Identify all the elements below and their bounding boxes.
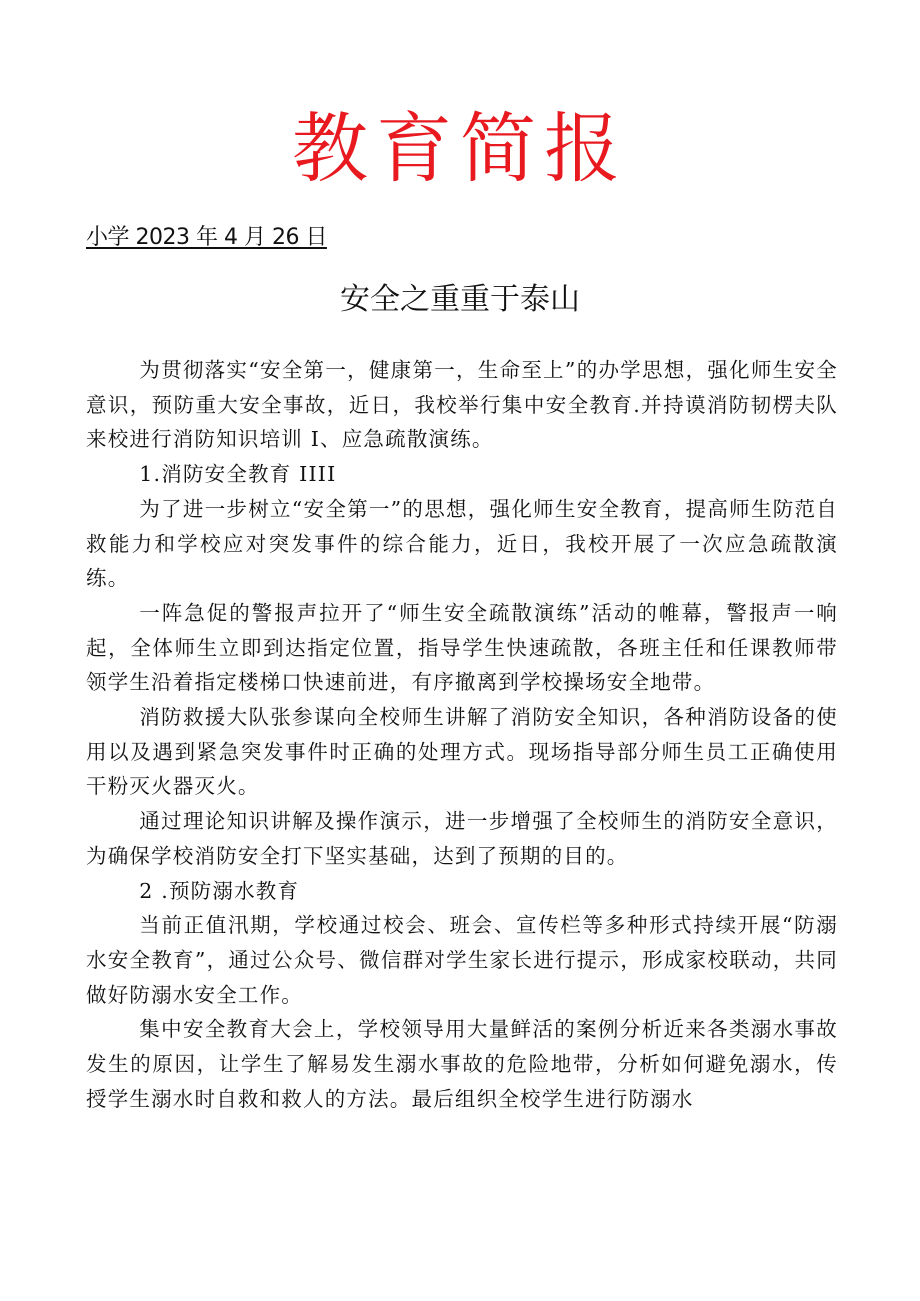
masthead-title: 教育简报 [292, 104, 628, 193]
paragraph: 通过理论知识讲解及操作演示，进一步增强了全校师生的消防安全意识，为确保学校消防安全打下坚实基础，达到了预期的目的。 [86, 809, 838, 868]
article-title: 安全之重重于泰山 [340, 282, 580, 317]
paragraph: 集中安全教育大会上，学校领导用大量鲜活的案例分析近来各类溺水事故发生的原因，让学生了解易发生溺水事故的危险地带，分析如何避免溺水，传授学生溺水时自救和救人的方法。最后组织全校学生进行防溺水 [86, 1017, 838, 1111]
section-heading: 1.消防安全教育 IIII [139, 462, 337, 487]
section-heading: 2 .预防溺水教育 [139, 878, 300, 903]
paragraph: 为了进一步树立“安全第一”的思想，强化师生安全教育，提高师生防范自救能力和学校应对突发事件的综合能力，近日，我校开展了一次应急疏散演练。 [86, 496, 838, 591]
article-body [86, 353, 838, 1116]
paragraph: 消防救援大队张参谋向全校师生讲解了消防安全知识，各种消防设备的使用以及遇到紧急突发事件时正确的处理方式。现场指导部分师生员工正确使用干粉灭火器灭火。 [86, 705, 838, 799]
paragraph: 为贯彻落实“安全第一，健康第一，生命至上”的办学思想，强化师生安全意识，预防重大安全事故，近日，我校举行集中安全教育.并持谟消防韧楞夫队来校进行消防知识培训 I、应急疏散演练。 [86, 358, 838, 452]
dateline: 小学 2023 年 4 月 26 日 [86, 225, 327, 250]
paragraph: 一阵急促的警报声拉开了“师生安全疏散演练”活动的帷幕，警报声一响起，全体师生立即到达指定位置，指导学生快速疏散，各班主任和任课教师带领学生沿着指定楼梯口快速前进，有序撤离到学校操场安全地带。 [86, 600, 838, 695]
paragraph: 当前正值汛期，学校通过校会、班会、宣传栏等多种形式持续开展“防溺水安全教育”，通过公众号、微信群对学生家长进行提示，形成家校联动，共同做好防溺水安全工作。 [86, 913, 838, 1007]
